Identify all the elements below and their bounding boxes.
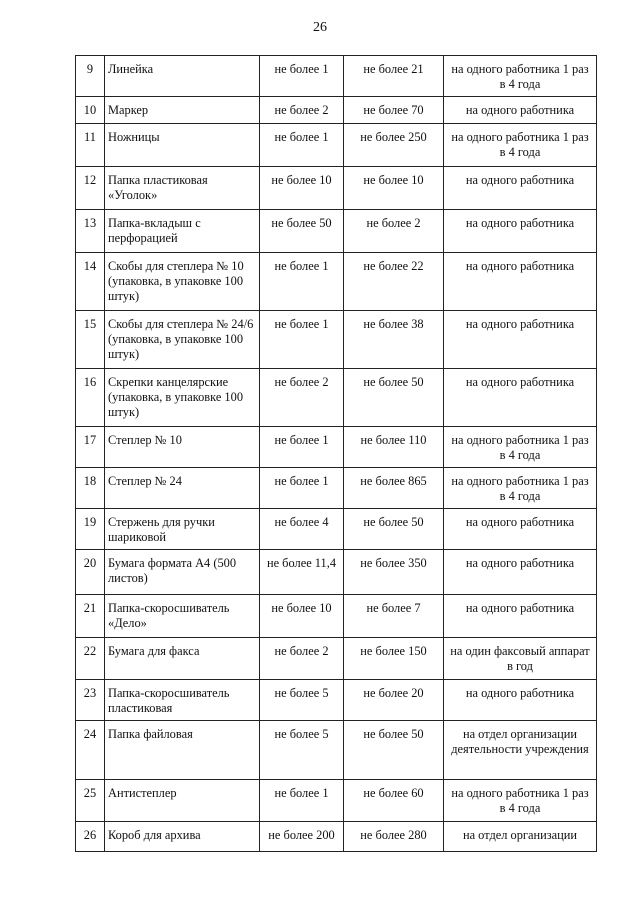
- table-body: [76, 56, 597, 852]
- norm-cell: на одного работника: [444, 167, 597, 210]
- price-cell: не более 250: [344, 124, 444, 167]
- norm-cell: на одного работника: [444, 97, 597, 124]
- price-cell: не более 280: [344, 822, 444, 852]
- quantity-cell: не более 1: [260, 780, 344, 822]
- norm-cell: на одного работника 1 раз в 4 года: [444, 56, 597, 97]
- item-name-cell: Антистеплер: [105, 780, 260, 822]
- quantity-cell: не более 1: [260, 427, 344, 468]
- item-name-cell: Маркер: [105, 97, 260, 124]
- table-row: [76, 369, 597, 427]
- item-name-cell: Бумага формата А4 (500 листов): [105, 550, 260, 595]
- quantity-cell: не более 50: [260, 210, 344, 253]
- table-row: [76, 56, 597, 97]
- row-number-cell: 10: [76, 97, 105, 124]
- quantity-cell: не более 5: [260, 680, 344, 721]
- norm-cell: на одного работника: [444, 311, 597, 369]
- item-name-cell: Бумага для факса: [105, 638, 260, 680]
- price-cell: не более 50: [344, 369, 444, 427]
- price-cell: не более 50: [344, 721, 444, 780]
- row-number-cell: 26: [76, 822, 105, 852]
- table-row: [76, 595, 597, 638]
- table-row: [76, 210, 597, 253]
- quantity-cell: не более 1: [260, 311, 344, 369]
- table-row: [76, 253, 597, 311]
- table-row: [76, 427, 597, 468]
- norm-cell: на отдел организации: [444, 822, 597, 852]
- price-cell: не более 150: [344, 638, 444, 680]
- price-cell: не более 38: [344, 311, 444, 369]
- norm-cell: на одного работника: [444, 509, 597, 550]
- quantity-cell: не более 1: [260, 56, 344, 97]
- item-name-cell: Степлер № 24: [105, 468, 260, 509]
- row-number-cell: 24: [76, 721, 105, 780]
- price-cell: не более 350: [344, 550, 444, 595]
- norm-cell: на отдел организации деятельности учреждения: [444, 721, 597, 780]
- row-number-cell: 23: [76, 680, 105, 721]
- norm-cell: на одного работника: [444, 369, 597, 427]
- page-number: 26: [313, 20, 327, 35]
- supplies-table: [75, 55, 597, 852]
- price-cell: не более 2: [344, 210, 444, 253]
- price-cell: не более 70: [344, 97, 444, 124]
- table-row: [76, 822, 597, 852]
- norm-cell: на одного работника 1 раз в 4 года: [444, 780, 597, 822]
- item-name-cell: Ножницы: [105, 124, 260, 167]
- table-row: [76, 468, 597, 509]
- price-cell: не более 20: [344, 680, 444, 721]
- item-name-cell: Степлер № 10: [105, 427, 260, 468]
- row-number-cell: 17: [76, 427, 105, 468]
- price-cell: не более 60: [344, 780, 444, 822]
- quantity-cell: не более 2: [260, 369, 344, 427]
- norm-cell: на одного работника: [444, 680, 597, 721]
- price-cell: не более 865: [344, 468, 444, 509]
- quantity-cell: не более 2: [260, 638, 344, 680]
- row-number-cell: 16: [76, 369, 105, 427]
- item-name-cell: Скрепки канцелярские (упаковка, в упаковке 100 штук): [105, 369, 260, 427]
- row-number-cell: 9: [76, 56, 105, 97]
- norm-cell: на одного работника 1 раз в 4 года: [444, 427, 597, 468]
- item-name-cell: Скобы для степлера № 24/6 (упаковка, в упаковке 100 штук): [105, 311, 260, 369]
- quantity-cell: не более 5: [260, 721, 344, 780]
- quantity-cell: не более 200: [260, 822, 344, 852]
- item-name-cell: Папка пластиковая «Уголок»: [105, 167, 260, 210]
- table-row: [76, 550, 597, 595]
- norm-cell: на одного работника: [444, 253, 597, 311]
- quantity-cell: не более 1: [260, 124, 344, 167]
- row-number-cell: 13: [76, 210, 105, 253]
- item-name-cell: Стержень для ручки шариковой: [105, 509, 260, 550]
- price-cell: не более 50: [344, 509, 444, 550]
- item-name-cell: Папка файловая: [105, 721, 260, 780]
- table-row: [76, 638, 597, 680]
- table-row: [76, 311, 597, 369]
- price-cell: не более 22: [344, 253, 444, 311]
- norm-cell: на одного работника: [444, 550, 597, 595]
- table-row: [76, 721, 597, 780]
- norm-cell: на одного работника: [444, 595, 597, 638]
- row-number-cell: 19: [76, 509, 105, 550]
- price-cell: не более 10: [344, 167, 444, 210]
- item-name-cell: Скобы для степлера № 10 (упаковка, в упаковке 100 штук): [105, 253, 260, 311]
- price-cell: не более 21: [344, 56, 444, 97]
- item-name-cell: Папка-вкладыш с перфорацией: [105, 210, 260, 253]
- item-name-cell: Короб для архива: [105, 822, 260, 852]
- row-number-cell: 25: [76, 780, 105, 822]
- row-number-cell: 18: [76, 468, 105, 509]
- quantity-cell: не более 10: [260, 595, 344, 638]
- table-row: [76, 167, 597, 210]
- row-number-cell: 11: [76, 124, 105, 167]
- row-number-cell: 21: [76, 595, 105, 638]
- quantity-cell: не более 1: [260, 253, 344, 311]
- price-cell: не более 7: [344, 595, 444, 638]
- item-name-cell: Папка-скоросшиватель пластиковая: [105, 680, 260, 721]
- row-number-cell: 20: [76, 550, 105, 595]
- table-row: [76, 680, 597, 721]
- row-number-cell: 14: [76, 253, 105, 311]
- norm-cell: на одного работника 1 раз в 4 года: [444, 468, 597, 509]
- table-row: [76, 780, 597, 822]
- quantity-cell: не более 2: [260, 97, 344, 124]
- norm-cell: на одного работника 1 раз в 4 года: [444, 124, 597, 167]
- row-number-cell: 22: [76, 638, 105, 680]
- quantity-cell: не более 11,4: [260, 550, 344, 595]
- norm-cell: на одного работника: [444, 210, 597, 253]
- table-row: [76, 124, 597, 167]
- item-name-cell: Папка-скоросшиватель «Дело»: [105, 595, 260, 638]
- quantity-cell: не более 1: [260, 468, 344, 509]
- table-row: [76, 97, 597, 124]
- table-row: [76, 509, 597, 550]
- price-cell: не более 110: [344, 427, 444, 468]
- quantity-cell: не более 4: [260, 509, 344, 550]
- item-name-cell: Линейка: [105, 56, 260, 97]
- norm-cell: на один факсовый аппарат в год: [444, 638, 597, 680]
- row-number-cell: 12: [76, 167, 105, 210]
- row-number-cell: 15: [76, 311, 105, 369]
- quantity-cell: не более 10: [260, 167, 344, 210]
